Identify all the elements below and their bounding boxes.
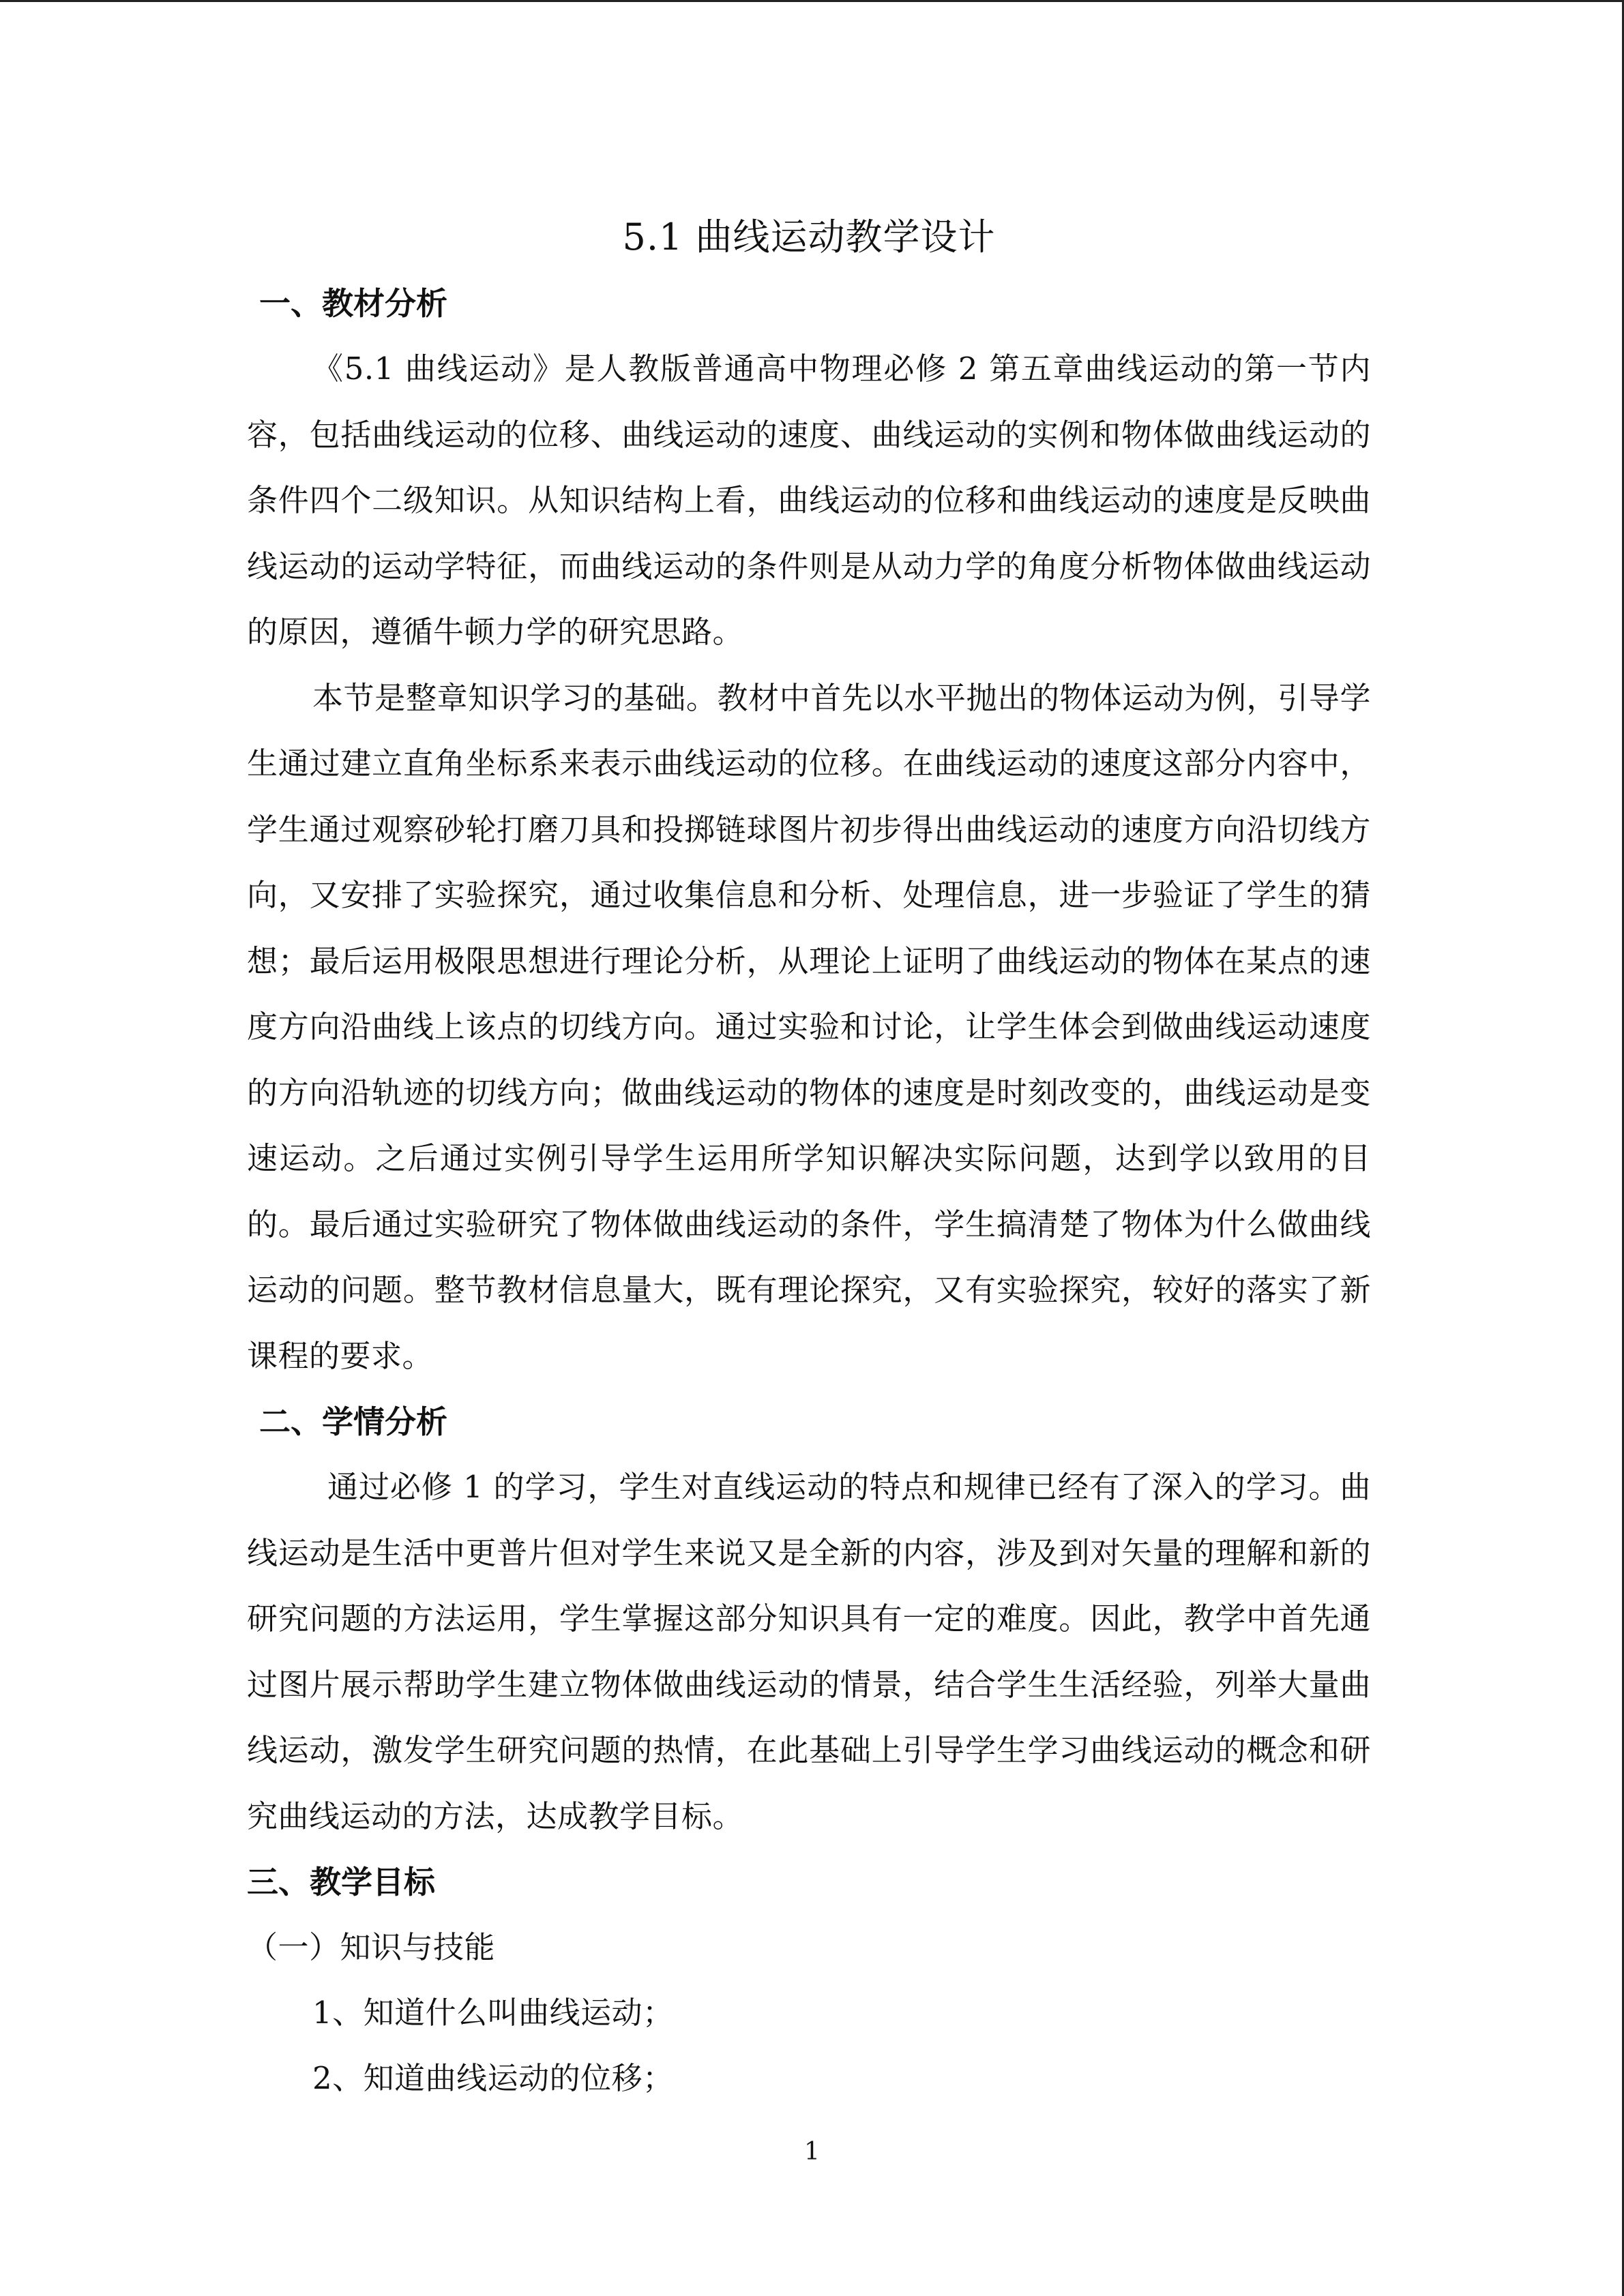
document-title: 5.1 曲线运动教学设计 [622,215,996,258]
paragraph: 《5.1 曲线运动》是人教版普通高中物理必修 2 第五章曲线运动的第一节内容，包括曲线运动的位移、曲线运动的速度、曲线运动的实例和物体做曲线运动的条件四个二级知识。从知识结构上看，曲线运动的位移和曲线运动的速度是反映曲线运动的运动学特征，而曲线运动的条件则是从动力学的角度分析物体做曲线运动的原因，遵循牛顿力学的研究思路。 [247,351,1371,650]
section-heading-student-analysis: 二、学情分析 [259,1403,447,1440]
list-item: 2、知道曲线运动的位移； [312,2060,674,2096]
paragraph: 本节是整章知识学习的基础。教材中首先以水平抛出的物体运动为例，引导学生通过建立直角坐标系来表示曲线运动的位移。在曲线运动的速度这部分内容中，学生通过观察砂轮打磨刀具和投掷链球图片初步得出曲线运动的速度方向沿切线方向，又安排了实验探究，通过收集信息和分析、处理信息，进一步验证了学生的猜想；最后运用极限思想进行理论分析，从理论上证明了曲线运动的物体在某点的速度方向沿曲线上该点的切线方向。通过实验和讨论，让学生体会到做曲线运动速度的方向沿轨迹的切线方向；做曲线运动的物体的速度是时刻改变的，曲线运动是变速运动。之后通过实例引导学生运用所学知识解决实际问题，达到学以致用的目的。最后通过实验研究了物体做曲线运动的条件，学生搞清楚了物体为什么做曲线运动的问题。整节教材信息量大，既有理论探究，又有实验探究，较好的落实了新课程的要求。 [247,679,1371,1374]
list-item: 1、知道什么叫曲线运动； [312,1995,674,2031]
subsection-heading-knowledge-skills: （一）知识与技能 [247,1929,496,1965]
paragraph: 通过必修 1 的学习，学生对直线运动的特点和规律已经有了深入的学习。曲线运动是生活中更普片但对学生来说又是全新的内容，涉及到对矢量的理解和新的研究问题的方法运用，学生掌握这部分知识具有一定的难度。因此，教学中首先通过图片展示帮助学生建立物体做曲线运动的情景，结合学生生活经验，列举大量曲线运动，激发学生研究问题的热情，在此基础上引导学生学习曲线运动的概念和研究曲线运动的方法，达成教学目标。 [247,1469,1371,1834]
page-number: 1 [804,2138,820,2166]
section-heading-textbook-analysis: 一、教材分析 [259,285,447,322]
page-content [247,207,1371,2111]
section-heading-teaching-goals: 三、教学目标 [247,1864,435,1900]
